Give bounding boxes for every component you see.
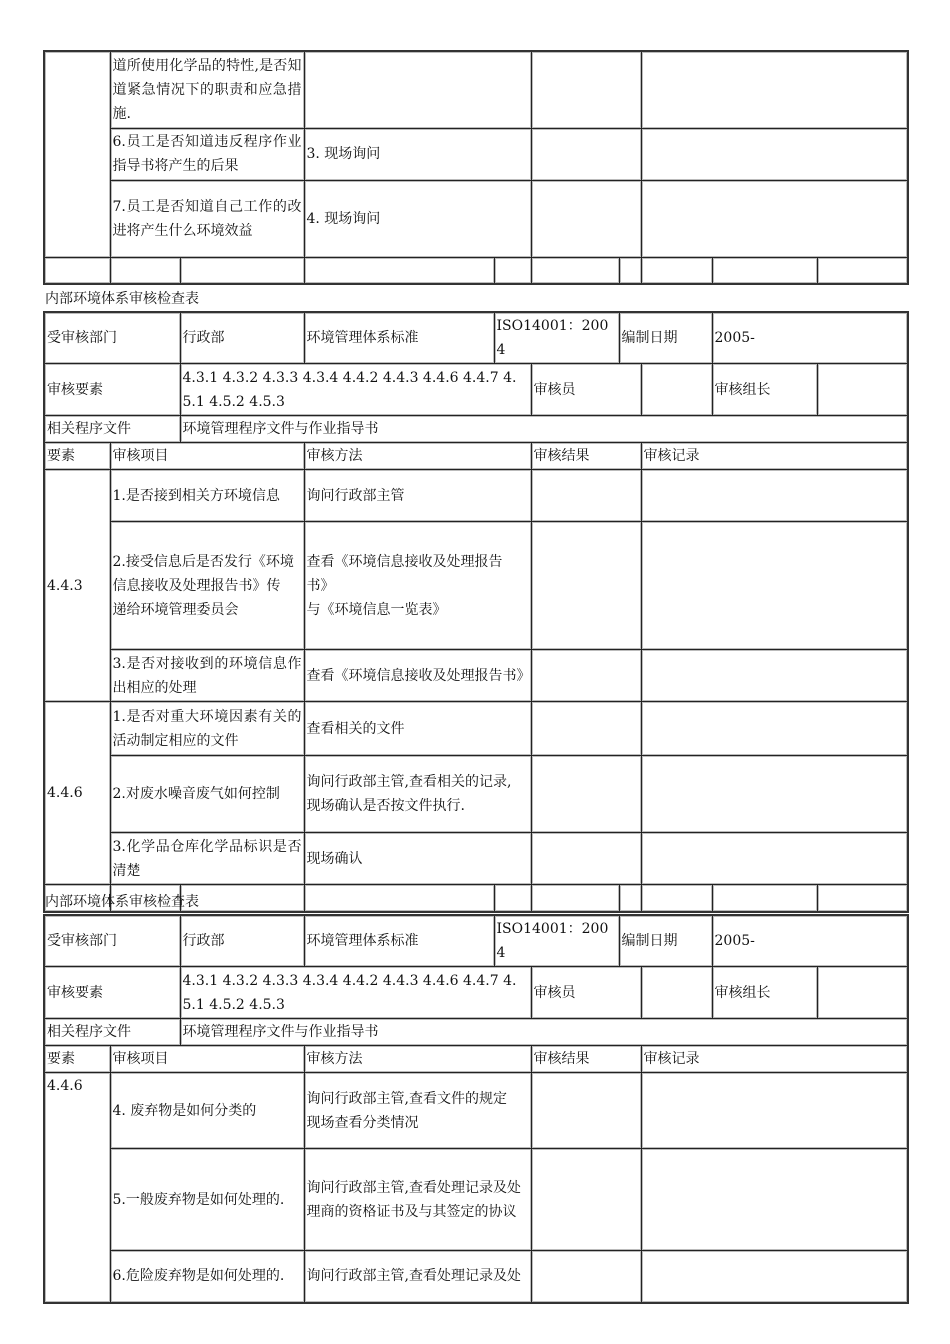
table-row: [44, 522, 908, 650]
audit-item-cell: 7.员工是否知道自己工作的改进将产生什么环境效益: [110, 180, 304, 257]
standard-label: 环境管理体系标准: [304, 915, 494, 967]
element-cell: 4.4.6: [44, 1073, 110, 1303]
audit-result-cell: [531, 51, 641, 128]
audit-method-cell: 查看《环境信息接收及处理报告书》 与《环境信息一览表》: [304, 522, 531, 650]
element-cell: 4.4.6: [44, 702, 110, 885]
audit-method-cell: 询问行政部主管,查看文件的规定 现场查看分类情况: [304, 1073, 531, 1149]
procedure-value: 环境管理程序文件与作业指导书: [180, 1019, 908, 1046]
audit-record-cell: [641, 1251, 908, 1303]
auditor-label: 审核员: [531, 967, 641, 1019]
audit-result-cell: [531, 128, 641, 180]
date-value: 2005-: [712, 915, 908, 967]
audit-record-cell: [641, 833, 908, 885]
elements-value: 4.3.1 4.3.2 4.3.3 4.3.4 4.4.2 4.4.3 4.4.6 4.4.7 4.5.1 4.5.2 4.5.3: [180, 967, 531, 1019]
audit-record-cell: [641, 756, 908, 833]
header-row-procedure: [44, 1019, 908, 1046]
column-header-item: 审核项目: [110, 443, 304, 470]
audit-item-cell: 道所使用化学品的特性,是否知道紧急情况下的职责和应急措施.: [110, 51, 304, 128]
elements-label: 审核要素: [44, 967, 180, 1019]
audit-method-cell: [304, 51, 531, 128]
audit-record-cell: [641, 470, 908, 522]
audit-record-cell: [641, 702, 908, 756]
audit-record-cell: [641, 180, 908, 257]
leader-label: 审核组长: [712, 967, 817, 1019]
element-cell: [44, 51, 110, 257]
audit-item-cell: 6.员工是否知道违反程序作业指导书将产生的后果: [110, 128, 304, 180]
table-row: [44, 1251, 908, 1303]
audit-result-cell: [531, 1251, 641, 1303]
audit-record-cell: [641, 51, 908, 128]
audit-result-cell: [531, 180, 641, 257]
column-header-row: [44, 1046, 908, 1073]
form-title: 内部环境体系审核检查表: [45, 894, 199, 910]
table-row: [44, 51, 908, 128]
audit-method-cell: 3. 现场询问: [304, 128, 531, 180]
leader-label: 审核组长: [712, 364, 817, 416]
audit-result-cell: [531, 756, 641, 833]
audit-result-cell: [531, 1149, 641, 1251]
header-row-dept: [44, 915, 908, 967]
audit-item-cell: 1.是否对重大环境因素有关的活动制定相应的文件: [110, 702, 304, 756]
audit-method-cell: 查看《环境信息接收及处理报告书》: [304, 650, 531, 702]
checklist-block-3: [43, 890, 907, 1304]
audit-result-cell: [531, 833, 641, 885]
table-row: [44, 702, 908, 756]
form-title: 内部环境体系审核检查表: [45, 291, 199, 307]
audit-item-cell: 3.是否对接收到的环境信息作出相应的处理: [110, 650, 304, 702]
header-row-elements: [44, 967, 908, 1019]
elements-value: 4.3.1 4.3.2 4.3.3 4.3.4 4.4.2 4.4.3 4.4.6 4.4.7 4.5.1 4.5.2 4.5.3: [180, 364, 531, 416]
header-row-dept: [44, 312, 908, 364]
audit-item-cell: 5.一般废弃物是如何处理的.: [110, 1149, 304, 1251]
procedure-label: 相关程序文件: [44, 416, 180, 443]
table-row: [44, 1149, 908, 1251]
audit-record-cell: [641, 650, 908, 702]
dept-value: 行政部: [180, 915, 304, 967]
standard-value: ISO14001：2004: [494, 915, 619, 967]
column-header-result: 审核结果: [531, 443, 641, 470]
audit-record-cell: [641, 522, 908, 650]
audit-method-cell: 询问行政部主管,查看相关的记录, 现场确认是否按文件执行.: [304, 756, 531, 833]
column-header-record: 审核记录: [641, 1046, 908, 1073]
column-header-method: 审核方法: [304, 443, 531, 470]
audit-method-cell: 询问行政部主管: [304, 470, 531, 522]
auditor-value: [641, 364, 712, 416]
header-row-procedure: [44, 416, 908, 443]
audit-method-cell: 询问行政部主管,查看处理记录及处: [304, 1251, 531, 1303]
audit-result-cell: [531, 522, 641, 650]
audit-method-cell: 4. 现场询问: [304, 180, 531, 257]
standard-label: 环境管理体系标准: [304, 312, 494, 364]
empty-spacer-row: [44, 257, 908, 284]
audit-item-cell: 4. 废弃物是如何分类的: [110, 1073, 304, 1149]
elements-label: 审核要素: [44, 364, 180, 416]
column-header-item: 审核项目: [110, 1046, 304, 1073]
checklist-table-continued: [43, 50, 909, 285]
audit-record-cell: [641, 128, 908, 180]
dept-value: 行政部: [180, 312, 304, 364]
checklist-table-3: [43, 914, 909, 1304]
audit-result-cell: [531, 470, 641, 522]
column-header-element: 要素: [44, 1046, 110, 1073]
checklist-table-2: [43, 311, 909, 913]
leader-value: [817, 967, 908, 1019]
dept-label: 受审核部门: [44, 915, 180, 967]
audit-item-cell: 1.是否接到相关方环境信息: [110, 470, 304, 522]
table-continuation-block: [43, 50, 907, 285]
audit-method-cell: 现场确认: [304, 833, 531, 885]
column-header-row: [44, 443, 908, 470]
column-header-element: 要素: [44, 443, 110, 470]
date-label: 编制日期: [619, 312, 712, 364]
audit-item-cell: 6.危险废弃物是如何处理的.: [110, 1251, 304, 1303]
table-row: [44, 128, 908, 180]
leader-value: [817, 364, 908, 416]
audit-method-cell: 询问行政部主管,查看处理记录及处 理商的资格证书及与其签定的协议: [304, 1149, 531, 1251]
date-value: 2005-: [712, 312, 908, 364]
table-row: [44, 756, 908, 833]
auditor-label: 审核员: [531, 364, 641, 416]
column-header-method: 审核方法: [304, 1046, 531, 1073]
auditor-value: [641, 967, 712, 1019]
audit-record-cell: [641, 1073, 908, 1149]
standard-value: ISO14001：2004: [494, 312, 619, 364]
checklist-block-2: [43, 287, 907, 913]
header-row-elements: [44, 364, 908, 416]
procedure-label: 相关程序文件: [44, 1019, 180, 1046]
audit-record-cell: [641, 1149, 908, 1251]
dept-label: 受审核部门: [44, 312, 180, 364]
audit-item-cell: 2.对废水噪音废气如何控制: [110, 756, 304, 833]
column-header-record: 审核记录: [641, 443, 908, 470]
element-cell: 4.4.3: [44, 470, 110, 702]
audit-item-cell: 3.化学品仓库化学品标识是否清楚: [110, 833, 304, 885]
table-row: [44, 1073, 908, 1149]
table-row: [44, 470, 908, 522]
audit-result-cell: [531, 702, 641, 756]
audit-item-cell: 2.接受信息后是否发行《环境 信息接收及处理报告书》传 递给环境管理委员会: [110, 522, 304, 650]
audit-result-cell: [531, 650, 641, 702]
date-label: 编制日期: [619, 915, 712, 967]
table-row: [44, 180, 908, 257]
table-row: [44, 833, 908, 885]
table-row: [44, 650, 908, 702]
procedure-value: 环境管理程序文件与作业指导书: [180, 416, 908, 443]
audit-result-cell: [531, 1073, 641, 1149]
audit-method-cell: 查看相关的文件: [304, 702, 531, 756]
column-header-result: 审核结果: [531, 1046, 641, 1073]
